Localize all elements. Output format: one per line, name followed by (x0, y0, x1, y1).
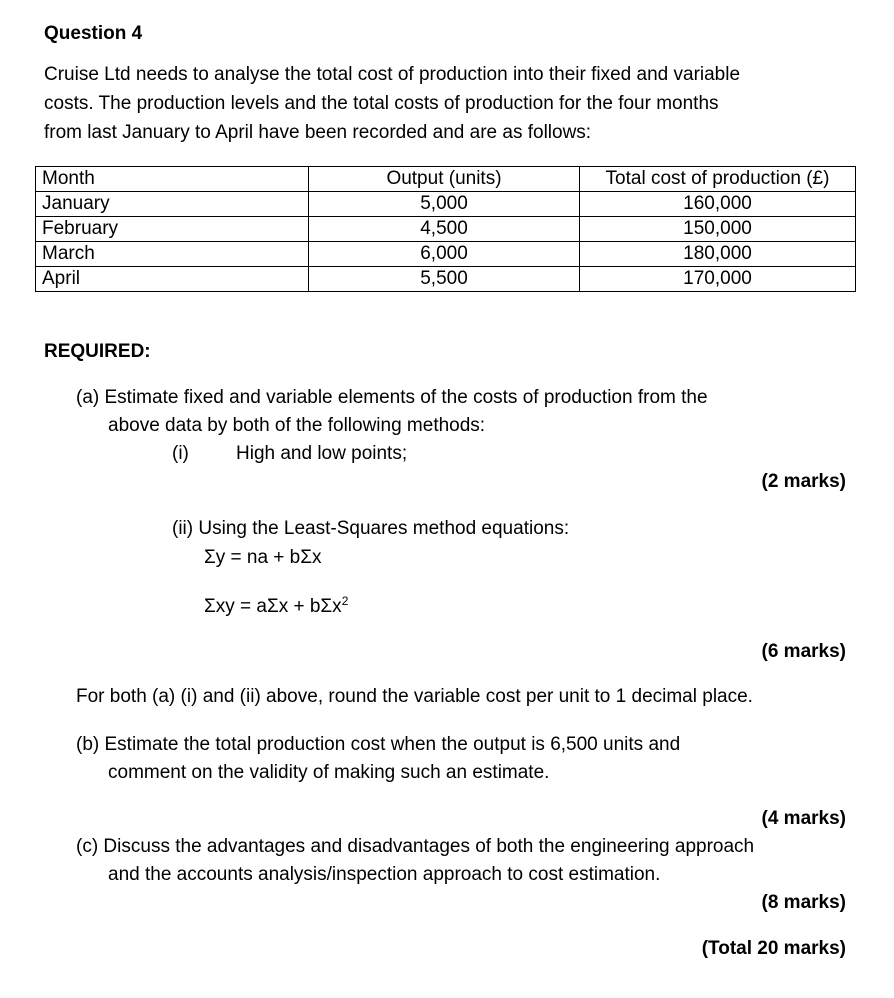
header-output: Output (units) (309, 167, 580, 192)
total-marks: (Total 20 marks) (701, 938, 846, 959)
cell-month: February (36, 217, 309, 242)
cell-output: 5,500 (309, 267, 580, 292)
intro-line-2: costs. The production levels and the total costs of production for the four months (44, 93, 719, 114)
part-a-ii-marks: (6 marks) (761, 641, 846, 662)
rounding-note: For both (a) (i) and (ii) above, round the variable cost per unit to 1 decimal place. (76, 686, 753, 707)
table-row (36, 267, 856, 292)
cell-total-cost: 170,000 (580, 267, 856, 292)
question-title: Question 4 (44, 23, 143, 44)
part-c-line-1: (c) Discuss the advantages and disadvantages of both the engineering approach (76, 836, 755, 857)
part-a-line-2: above data by both of the following methods: (108, 415, 486, 436)
table-row (36, 217, 856, 242)
cell-total-cost: 160,000 (580, 192, 856, 217)
cell-output: 6,000 (309, 242, 580, 267)
part-a-i-marks: (2 marks) (761, 471, 846, 492)
cell-month: March (36, 242, 309, 267)
part-b-line-2: comment on the validity of making such an estimate. (108, 762, 550, 783)
part-b-marks: (4 marks) (761, 808, 846, 829)
part-b-line-1: (b) Estimate the total production cost when the output is 6,500 units and (76, 734, 681, 755)
intro-line-1: Cruise Ltd needs to analyse the total cost of production into their fixed and variable (44, 64, 741, 85)
least-squares-equation-1: Σy = na + bΣx (204, 547, 322, 568)
required-heading: REQUIRED: (44, 341, 151, 362)
header-month: Month (36, 167, 309, 192)
table-row (36, 192, 856, 217)
equation-2-main: Σxy = aΣx + bΣx (204, 596, 342, 617)
part-c-line-2: and the accounts analysis/inspection approach to cost estimation. (108, 864, 661, 885)
equation-2-superscript: 2 (341, 594, 349, 608)
cell-output: 4,500 (309, 217, 580, 242)
cell-total-cost: 180,000 (580, 242, 856, 267)
table-header-row (36, 167, 856, 192)
cell-total-cost: 150,000 (580, 217, 856, 242)
cell-output: 5,000 (309, 192, 580, 217)
production-cost-table (35, 166, 856, 292)
part-a-ii-text: (ii) Using the Least-Squares method equations: (172, 518, 570, 539)
part-a-i-text: High and low points; (236, 443, 408, 464)
cell-month: April (36, 267, 309, 292)
part-c-marks: (8 marks) (761, 892, 846, 913)
intro-line-3: from last January to April have been recorded and are as follows: (44, 122, 592, 143)
least-squares-equation-2 (204, 593, 348, 621)
table-row (36, 242, 856, 267)
header-total-cost: Total cost of production (£) (580, 167, 856, 192)
part-a-i-label: (i) (172, 443, 189, 464)
cell-month: January (36, 192, 309, 217)
part-a-line-1: (a) Estimate fixed and variable elements of the costs of production from the (76, 387, 708, 408)
